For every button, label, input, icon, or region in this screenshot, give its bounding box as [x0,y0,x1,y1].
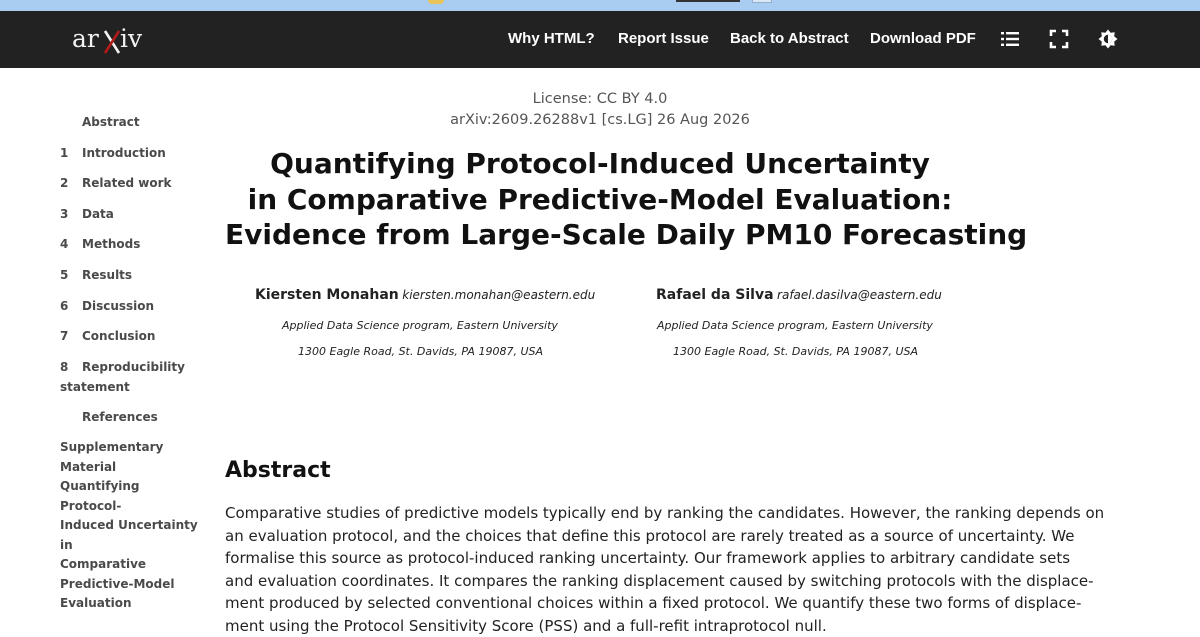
author-email[interactable]: kiersten.monahan@eastern.edu [402,288,595,302]
author-email[interactable]: rafael.dasilva@eastern.edu [777,288,942,302]
author-affiliation: Applied Data Science program, Eastern University [657,319,933,332]
toc-supp-line[interactable]: Predictive-Model [60,575,200,595]
download-pdf-link[interactable]: Download PDF [870,30,976,48]
author-name: Kiersten Monahan [255,287,399,303]
author-address: 1300 Eagle Road, St. Davids, PA 19087, USA [298,345,543,358]
toc-item-label[interactable]: Related work [82,174,171,194]
back-to-abstract-link[interactable]: Back to Abstract [730,30,849,48]
abstract-line: Comparative studies of predictive models typically end by ranking the candidates. However, the ranking depends on [225,502,976,525]
title-line: Evidence from Large-Scale Daily PM10 Forecasting [225,217,975,253]
arxiv-logo-graphic [72,23,144,57]
toc-supp-line[interactable]: Material [60,458,200,478]
toc-item-number: 5 [60,266,68,286]
toc-item-number: 3 [60,205,68,225]
author-2 [656,287,942,303]
author-1 [255,287,595,303]
logo-text-end: iv [120,24,143,53]
toc-item-label[interactable]: Conclusion [82,327,155,347]
arxiv-logo[interactable] [72,23,144,53]
author-address: 1300 Eagle Road, St. Davids, PA 19087, USA [673,345,918,358]
top-banner-strip [0,0,1200,11]
toc-item-number: 4 [60,235,68,255]
abstract-line: and evaluation coordinates. It compares the ranking displacement caused by switching protocols with the displace- [225,570,976,593]
toc-item-number: 1 [60,144,68,164]
toc-supp-line[interactable]: Quantifying Protocol- [60,477,200,516]
toc-item-label[interactable]: References [82,408,158,428]
abstract-line: ment produced by selected conventional choices within a fixed protocol. We quantify these two forms of displace- [225,592,976,615]
banner-link-underline[interactable] [676,0,740,2]
abstract-line: an evaluation protocol, and the choices that define this protocol are rarely treated as a source of uncertainty. We [225,525,976,548]
toc-item-supplementary[interactable] [60,438,200,614]
toc-supp-line[interactable]: Supplementary [60,438,200,458]
abstract-line: ment using the Protocol Sensitivity Score (PSS) and a full-refit intraprotocol null. [225,615,976,637]
toc-item-number: 2 [60,174,68,194]
report-issue-link[interactable]: Report Issue [618,30,709,48]
arxiv-identifier: arXiv:2609.26288v1 [cs.LG] 26 Aug 2026 [225,112,975,128]
abstract-line: formalise this source as protocol-induced ranking uncertainty. Our framework applies to arbitrary candidate sets [225,547,976,570]
logo-text-start: ar [72,24,99,53]
toc-item-number: 7 [60,327,68,347]
toc-item-number: 6 [60,297,68,317]
toc-supp-line[interactable]: Induced Uncertainty in [60,516,200,555]
abstract-body [225,502,976,637]
banner-close-button[interactable] [752,0,772,3]
author-name: Rafael da Silva [656,287,774,303]
toc-supp-line[interactable]: Evaluation [60,594,200,614]
top-navbar [0,11,1200,68]
toc-item-label[interactable]: Results [82,266,132,286]
toc-item-label[interactable]: Data [82,205,114,225]
why-html-link[interactable]: Why HTML? [508,30,595,48]
toc-item-label[interactable]: Discussion [82,297,154,317]
toc-list-icon[interactable] [999,28,1021,50]
author-affiliation: Applied Data Science program, Eastern University [282,319,558,332]
toc-item-label[interactable]: Methods [82,235,140,255]
fullscreen-icon[interactable] [1048,28,1070,50]
toc-item-label[interactable]: Introduction [82,144,166,164]
banner-emoji-icon [428,0,444,4]
toc-item-label[interactable]: Abstract [82,113,140,133]
license-text: License: CC BY 4.0 [225,91,975,107]
toc-item-label[interactable]: Reproducibility [82,358,185,378]
toc-item-label-continued[interactable]: statement [60,378,130,398]
abstract-heading: Abstract [225,458,331,483]
paper-title [225,146,975,253]
title-line: Quantifying Protocol-Induced Uncertainty [225,146,975,182]
title-line: in Comparative Predictive-Model Evaluation: [225,182,975,218]
toc-supp-line[interactable]: Comparative [60,555,200,575]
theme-toggle-icon[interactable] [1097,28,1119,50]
toc-item-number: 8 [60,358,68,378]
